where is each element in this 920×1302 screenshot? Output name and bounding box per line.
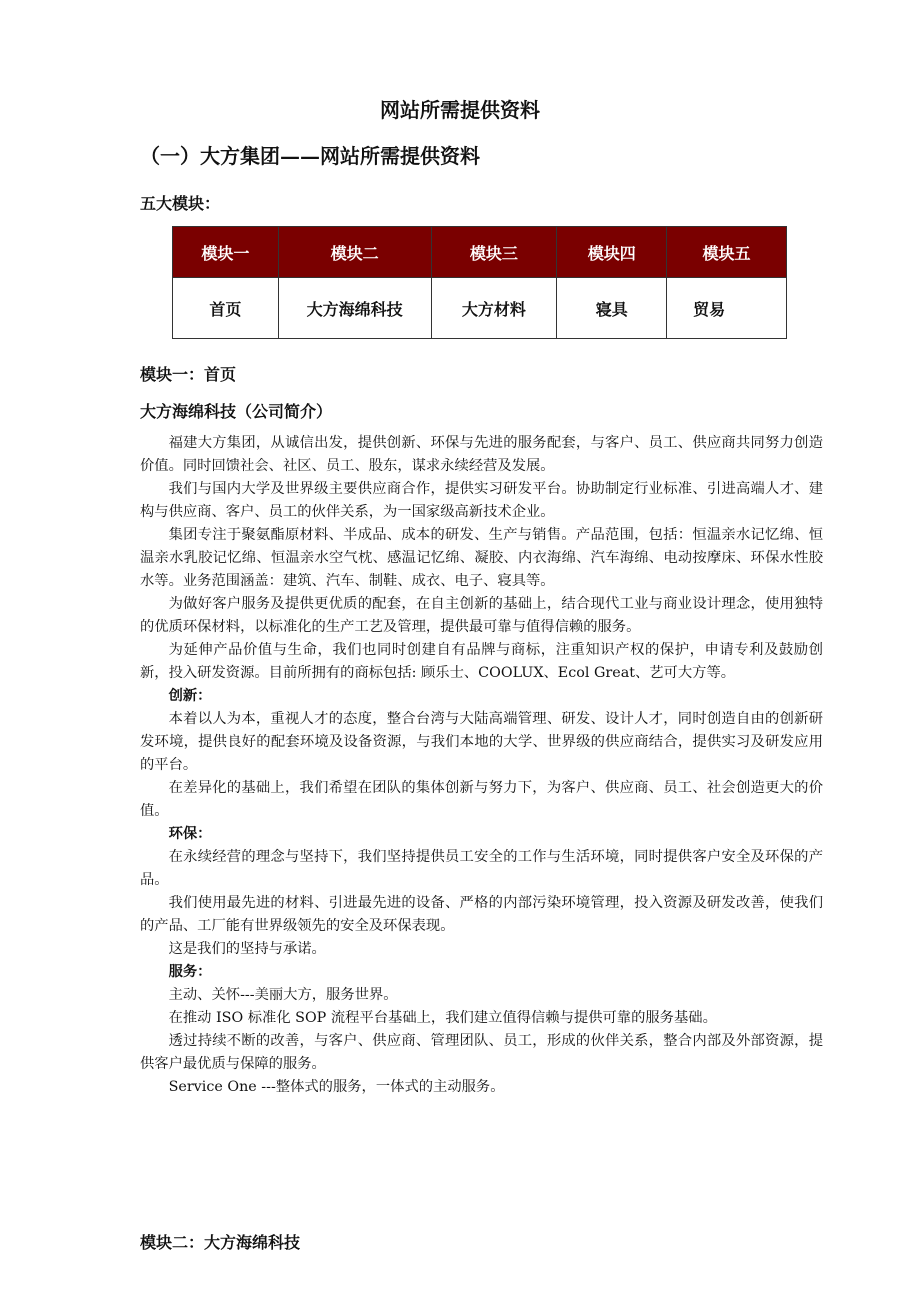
body-paragraph: 透过持续不断的改善，与客户、供应商、管理团队、员工，形成的伙伴关系，整合内部及外部资源，提供客户最优质与保障的服务。: [140, 1033, 823, 1072]
module-header-4: 模块四: [557, 227, 667, 278]
subsection-heading: 环保：: [168, 826, 212, 842]
module-header-3: 模块三: [431, 227, 557, 278]
body-paragraph: 福建大方集团，从诚信出发，提供创新、环保与先进的服务配套，与客户、员工、供应商共同努力创造价值。同时回馈社会、社区、员工、股东，谋求永续经营及发展。: [140, 435, 823, 474]
modules-heading: 五大模块：: [140, 194, 221, 213]
body-paragraph: 我们使用最先进的材料、引进最先进的设备、严格的内部污染环境管理，投入资源及研发改善，使我们的产品、工厂能有世界级领先的安全及环保表现。: [140, 895, 823, 934]
modules-table: [172, 226, 787, 339]
company-intro-heading: 大方海绵科技（公司简介）: [140, 402, 333, 421]
module-cell-4: 寝具: [557, 278, 667, 339]
module-cell-3: 大方材料: [431, 278, 557, 339]
document-title: 网站所需提供资料: [380, 98, 540, 122]
body-paragraph: 我们与国内大学及世界级主要供应商合作，提供实习研发平台。协助制定行业标准、引进高端人才、建构与供应商、客户、员工的伙伴关系，为一国家级高新技术企业。: [140, 481, 823, 520]
module-header-5: 模块五: [667, 227, 787, 278]
body-paragraph: 集团专注于聚氨酯原材料、半成品、成本的研发、生产与销售。产品范围，包括：恒温亲水记忆绵、恒温亲水乳胶记忆绵、恒温亲水空气枕、感温记忆绵、凝胶、内衣海绵、汽车海绵、电动按摩床、环保水性胶水等。业务范围涵盖：建筑、汽车、制鞋、成衣、电子、寝具等。: [140, 527, 823, 589]
modules-header-row: [173, 227, 787, 278]
body-paragraph: Service One ---整体式的服务，一体式的主动服务。: [168, 1079, 505, 1095]
subsection-heading: 服务：: [168, 964, 212, 980]
module-cell-1: 首页: [173, 278, 279, 339]
modules-content-row: [173, 278, 787, 339]
module-header-1: 模块一: [173, 227, 279, 278]
module-cell-2: 大方海绵科技: [278, 278, 431, 339]
body-paragraph: 为延伸产品价值与生命，我们也同时创建自有品牌与商标，注重知识产权的保护，申请专利及鼓励创新，投入研发资源。目前所拥有的商标包括: 顾乐士、COOLUX、Ecol Great、艺可大方等。: [140, 642, 823, 681]
module-header-2: 模块二: [278, 227, 431, 278]
module-cell-5: 贸易: [667, 278, 787, 339]
section-title: （一）大方集团——网站所需提供资料: [140, 144, 480, 168]
company-intro-body: [140, 432, 823, 1099]
module2-heading: 模块二：大方海绵科技: [140, 1233, 301, 1252]
body-paragraph: 本着以人为本，重视人才的态度，整合台湾与大陆高端管理、研发、设计人才，同时创造自由的创新研发环境，提供良好的配套环境及设备资源，与我们本地的大学、世界级的供应商结合，提供实习及研发应用的平台。: [140, 711, 823, 773]
body-paragraph: 为做好客户服务及提供更优质的配套，在自主创新的基础上，结合现代工业与商业设计理念，使用独特的优质环保材料，以标准化的生产工艺及管理，提供最可靠与值得信赖的服务。: [140, 596, 823, 635]
subsection-heading: 创新：: [168, 688, 212, 704]
body-paragraph: 在差异化的基础上，我们希望在团队的集体创新与努力下，为客户、供应商、员工、社会创造更大的价值。: [140, 780, 823, 819]
body-paragraph: 在推动 ISO 标准化 SOP 流程平台基础上，我们建立值得信赖与提供可靠的服务基础。: [168, 1010, 717, 1026]
body-paragraph: 这是我们的坚持与承诺。: [168, 941, 326, 957]
module1-heading: 模块一：首页: [140, 365, 237, 384]
body-paragraph: 主动、关怀---美丽大方，服务世界。: [168, 987, 398, 1003]
body-paragraph: 在永续经营的理念与坚持下，我们坚持提供员工安全的工作与生活环境，同时提供客户安全及环保的产品。: [140, 849, 823, 888]
